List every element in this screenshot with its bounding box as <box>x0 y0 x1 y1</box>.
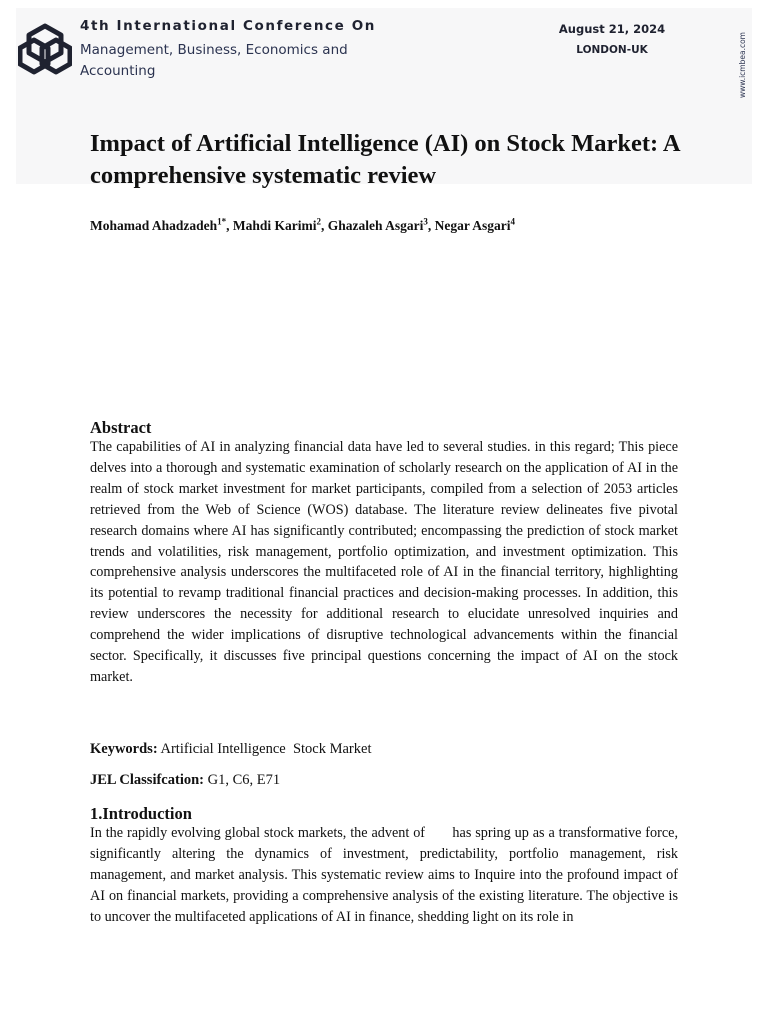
author-separator: , <box>321 217 328 233</box>
author-affiliation: 2 <box>316 216 322 226</box>
keywords-line <box>90 741 371 758</box>
abstract-heading: Abstract <box>90 418 152 437</box>
author <box>90 218 233 233</box>
author <box>435 218 515 233</box>
conference-logo-icon <box>18 22 72 78</box>
author-list <box>90 216 710 234</box>
conference-subtitle: Management, Business, Economics and Accounting <box>80 42 348 79</box>
author <box>233 218 328 233</box>
conference-location: LONDON-UK <box>576 44 648 56</box>
jel-line <box>90 772 280 789</box>
author-affiliation: 1* <box>217 216 227 226</box>
jel-value: G1, C6, E71 <box>207 772 281 788</box>
author-affiliation: 3 <box>423 216 428 226</box>
keywords-value: Artificial Intelligence Stock Market <box>160 741 372 757</box>
keywords-label: Keywords: <box>90 741 158 757</box>
author-separator: , <box>226 217 233 233</box>
abstract-text: The capabilities of AI in analyzing financial data have led to several studies. in this regard; This piece delves into a thorough and systematic examination of scholarly research on the application of AI in the realm of stock market investment for market participants, compiled from a selection of 2053 articles retrieved from the Web of Science (WOS) database. The literature review delineates five pivotal research domains where AI has significantly contributed; encompassing the prediction of stock market trends and volatilities, risk management, portfolio optimization, and investment optimization. This comprehensive analysis underscores the multifaceted role of AI in the financial territory, highlighting its potential to revamp traditional financial practices and decision-making processes. In addition, this review underscores the necessity for additional research to elucidate unresolved inquiries and comprehend the wider implications of disruptive technological advancements within the financial sector. Specifically, it discusses five principal questions concerning the impact of AI on the stock market. <box>90 439 678 685</box>
paper-title: Impact of Artificial Intelligence (AI) on Stock Market: A comprehensive systematic review <box>90 130 680 189</box>
author-separator: , <box>427 217 435 233</box>
conference-website: www.icmbea.com <box>738 32 747 98</box>
author <box>328 218 435 233</box>
introduction-text: In the rapidly evolving global stock markets, the advent of has spring up as a transformative force, significantly altering the dynamics of investment, predictability, portfolio management, risk management, and market analysis. This systematic review aims to Inquire into the profound impact of AI on financial markets, providing a comprehensive analysis of the existing literature. The objective is to uncover the multifaceted applications of AI in finance, shedding light on its role in <box>90 825 682 925</box>
author-name: Mahdi Karimi <box>232 217 317 233</box>
conference-date: August 21, 2024 <box>558 22 666 36</box>
introduction-heading: 1.Introduction <box>90 804 192 823</box>
author-affiliation: 4 <box>510 216 516 226</box>
author-name: Ghazaleh Asgari <box>327 217 424 233</box>
author-name: Negar Asgari <box>434 217 511 233</box>
jel-label: JEL Classifcation: <box>90 772 204 788</box>
author-name: Mohamad Ahadzadeh <box>90 217 218 233</box>
conference-title: 4th International Conference On <box>80 18 376 34</box>
